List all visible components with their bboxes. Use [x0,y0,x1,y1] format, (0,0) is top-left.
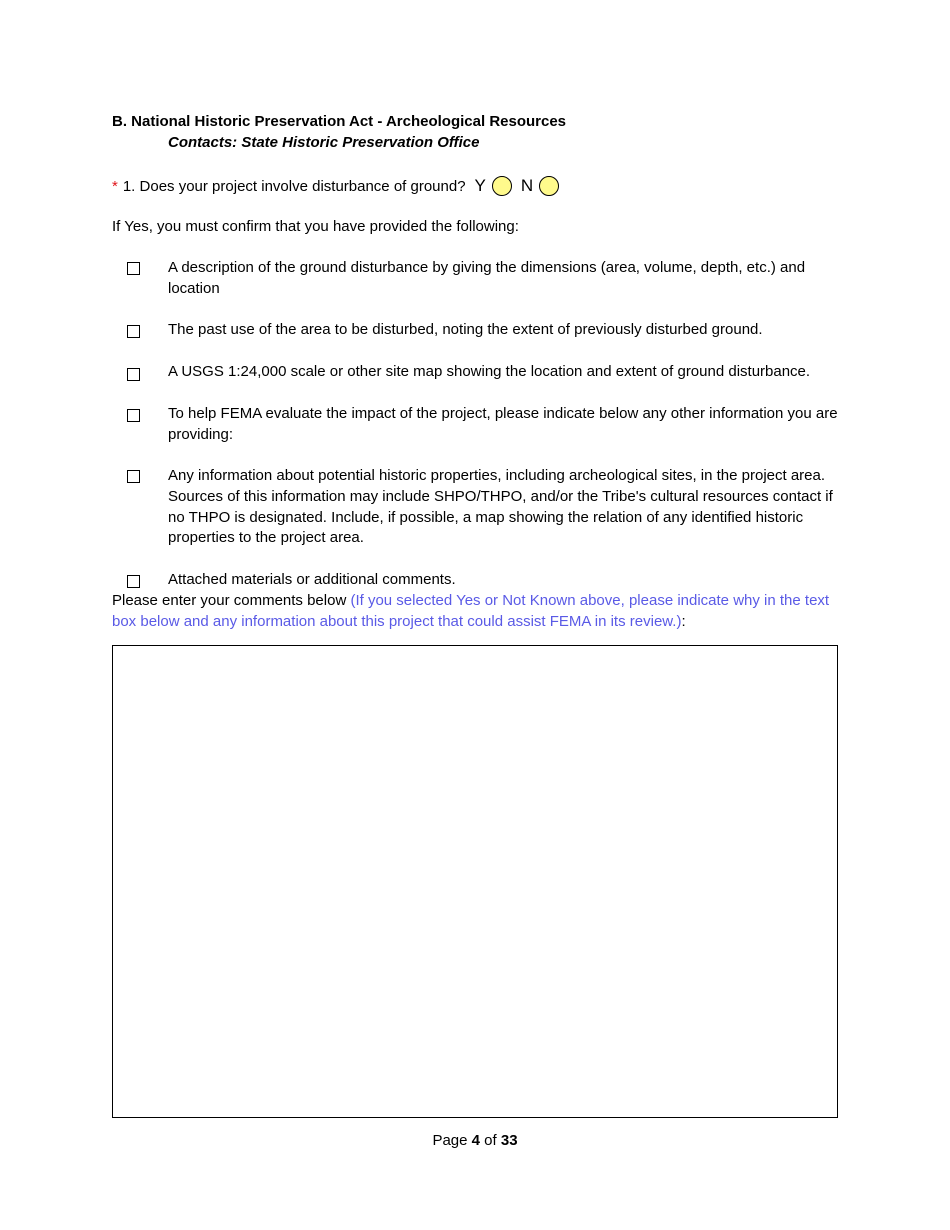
required-marker: * [112,177,118,195]
section-contacts: Contacts: State Historic Preservation Office [168,134,480,151]
comments-label-suffix: : [681,612,686,630]
checklist-intro: If Yes, you must confirm that you have provided the following: [112,218,519,235]
of-word: of [484,1132,497,1149]
comments-label-text: Please enter your comments below [112,592,351,609]
yes-label: Y [474,176,486,195]
checkbox-ground-description[interactable] [127,262,140,275]
checklist-item-historic-properties: Any information about potential historic properties, including archeological sites, in the project area. Sources of this information may include SHPO/THPO, and/or the Tribe's cultural resources contact if no THPO is designated. Include, if possible, a map showing the relation of any identified historic properties to the project area. [168,467,833,547]
checkbox-other-information[interactable] [127,409,140,422]
comments-label [112,591,842,633]
page-word: Page [432,1132,468,1149]
checklist-item-attached-materials: Attached materials or additional comments. [168,571,456,588]
checklist-item-ground-description: A description of the ground disturbance by giving the dimensions (area, volume, depth, etc.) and location [168,259,806,297]
section-title: B. National Historic Preservation Act - Archeological Resources [112,113,567,130]
checkbox-past-use[interactable] [127,325,140,338]
yes-radio[interactable] [492,176,512,196]
checkbox-site-map[interactable] [127,368,140,381]
page-total: 33 [500,1132,518,1149]
checklist-item-site-map: A USGS 1:24,000 scale or other site map showing the location and extent of ground disturbance. [168,363,811,380]
no-label: N [520,176,534,195]
page-footer [0,1131,950,1151]
checklist-item-other-information: To help FEMA evaluate the impact of the project, please indicate below any other information you are providing: [168,405,838,443]
comments-hint: (If you selected Yes or Not Known above, please indicate why in the text box below and any information about this project that could assist FEMA in its review.) [112,592,830,630]
checklist-item-past-use: The past use of the area to be disturbed, noting the extent of previously disturbed ground. [168,321,763,338]
no-radio[interactable] [539,176,559,196]
question-text: 1. Does your project involve disturbance of ground? [122,177,466,195]
checkbox-historic-properties[interactable] [127,470,140,483]
comments-textarea[interactable] [112,645,838,1118]
ground-disturbance-question [112,174,568,198]
page-number: 4 [471,1132,480,1149]
checkbox-attached-materials[interactable] [127,575,140,588]
